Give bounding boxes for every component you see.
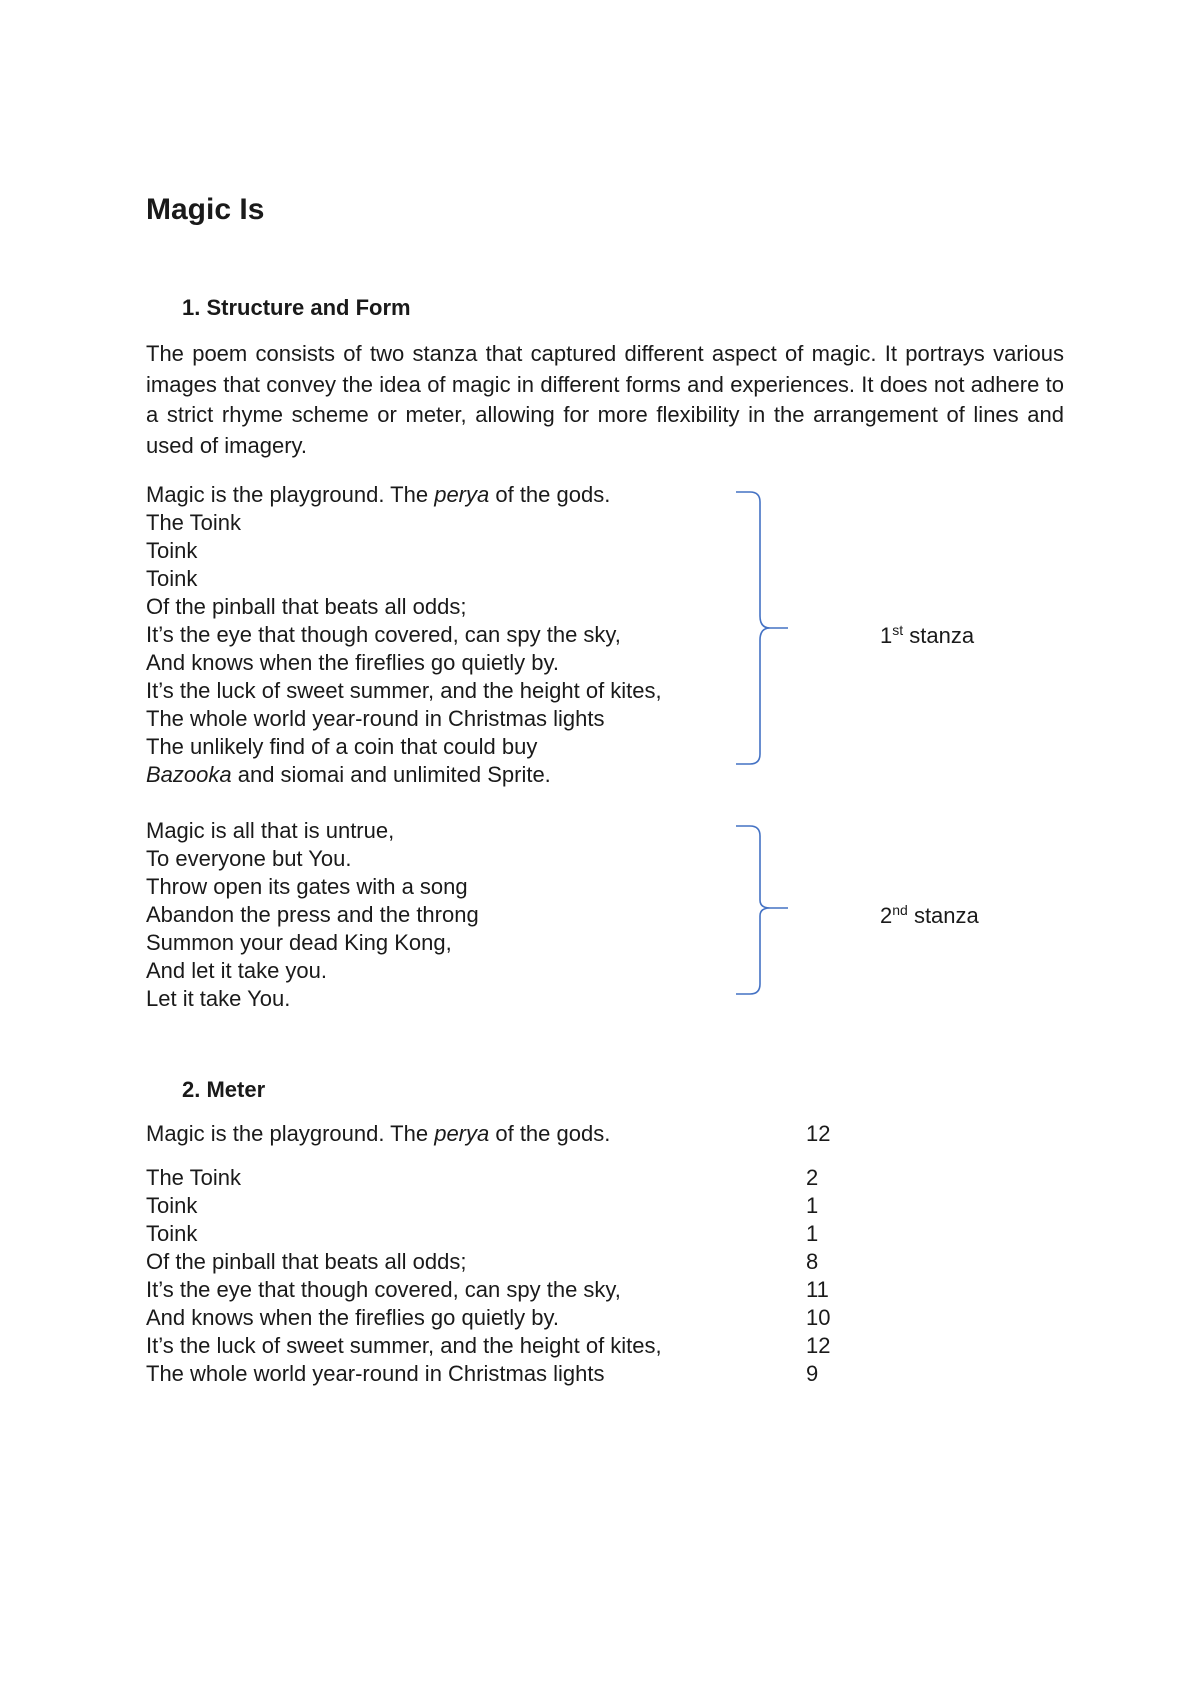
meter-row <box>146 1220 866 1248</box>
stanza-1-brace <box>730 488 790 778</box>
meter-line: The whole world year-round in Christmas lights <box>146 1361 605 1386</box>
poem-line: Toink <box>146 566 198 591</box>
meter-row <box>146 1332 866 1360</box>
poem-line: Magic is the playground. The perya of the gods. <box>146 482 611 507</box>
meter-line: Toink <box>146 1193 198 1218</box>
poem-line: Let it take You. <box>146 986 291 1011</box>
meter-row <box>146 1120 866 1148</box>
syllable-count: 8 <box>806 1249 819 1274</box>
document-title: Magic Is <box>146 193 265 226</box>
syllable-count: 2 <box>806 1165 819 1190</box>
stanza-1 <box>146 481 662 789</box>
syllable-count: 1 <box>806 1193 819 1218</box>
meter-line: Of the pinball that beats all odds; <box>146 1249 467 1274</box>
meter-line: It’s the luck of sweet summer, and the height of kites, <box>146 1333 662 1358</box>
meter-row <box>146 1248 866 1276</box>
meter-line: It’s the eye that though covered, can spy the sky, <box>146 1277 621 1302</box>
stanza-1-label: 1st stanza <box>880 622 975 648</box>
meter-row <box>146 1304 866 1332</box>
section-heading-structure: 1. Structure and Form <box>182 295 411 320</box>
poem-line: The unlikely find of a coin that could buy <box>146 734 538 759</box>
meter-row <box>146 1192 866 1220</box>
meter-row <box>146 1360 866 1388</box>
section-heading-meter: 2. Meter <box>182 1077 266 1102</box>
poem-line: And knows when the fireflies go quietly by. <box>146 650 559 675</box>
poem-line: And let it take you. <box>146 958 327 983</box>
syllable-count: 12 <box>806 1121 831 1146</box>
poem-line: Toink <box>146 538 198 563</box>
syllable-count: 1 <box>806 1221 819 1246</box>
stanza-2 <box>146 817 479 1013</box>
poem-line: It’s the luck of sweet summer, and the height of kites, <box>146 678 662 703</box>
poem-line: To everyone but You. <box>146 846 352 871</box>
syllable-count: 9 <box>806 1361 819 1386</box>
poem-line: Summon your dead King Kong, <box>146 930 452 955</box>
meter-line: Toink <box>146 1221 198 1246</box>
meter-line: And knows when the fireflies go quietly by. <box>146 1305 559 1330</box>
syllable-count: 11 <box>806 1277 829 1302</box>
meter-line: The Toink <box>146 1165 241 1190</box>
structure-paragraph: The poem consists of two stanza that captured different aspect of magic. It portrays various images that convey the idea of magic in different forms and experiences. It does not adhere to a strict rhyme scheme or meter, allowing for more flexibility in the arrangement of lines and used of imagery. <box>146 341 1064 458</box>
stanza-2-brace <box>730 822 790 1002</box>
meter-row <box>146 1164 866 1192</box>
poem-line: Of the pinball that beats all odds; <box>146 594 467 619</box>
meter-row <box>146 1276 866 1304</box>
meter-table <box>146 1164 866 1388</box>
poem-line: Abandon the press and the throng <box>146 902 479 927</box>
meter-line: Magic is the playground. The perya of the gods. <box>146 1121 611 1146</box>
poem-line: Bazooka and siomai and unlimited Sprite. <box>146 762 551 787</box>
poem-line: Throw open its gates with a song <box>146 874 468 899</box>
poem-line: It’s the eye that though covered, can spy the sky, <box>146 622 621 647</box>
stanza-2-label: 2nd stanza <box>880 902 979 928</box>
poem-line: The whole world year-round in Christmas lights <box>146 706 605 731</box>
meter-table-first <box>146 1120 866 1148</box>
syllable-count: 10 <box>806 1305 831 1330</box>
poem-line: The Toink <box>146 510 241 535</box>
syllable-count: 12 <box>806 1333 831 1358</box>
poem-line: Magic is all that is untrue, <box>146 818 395 843</box>
